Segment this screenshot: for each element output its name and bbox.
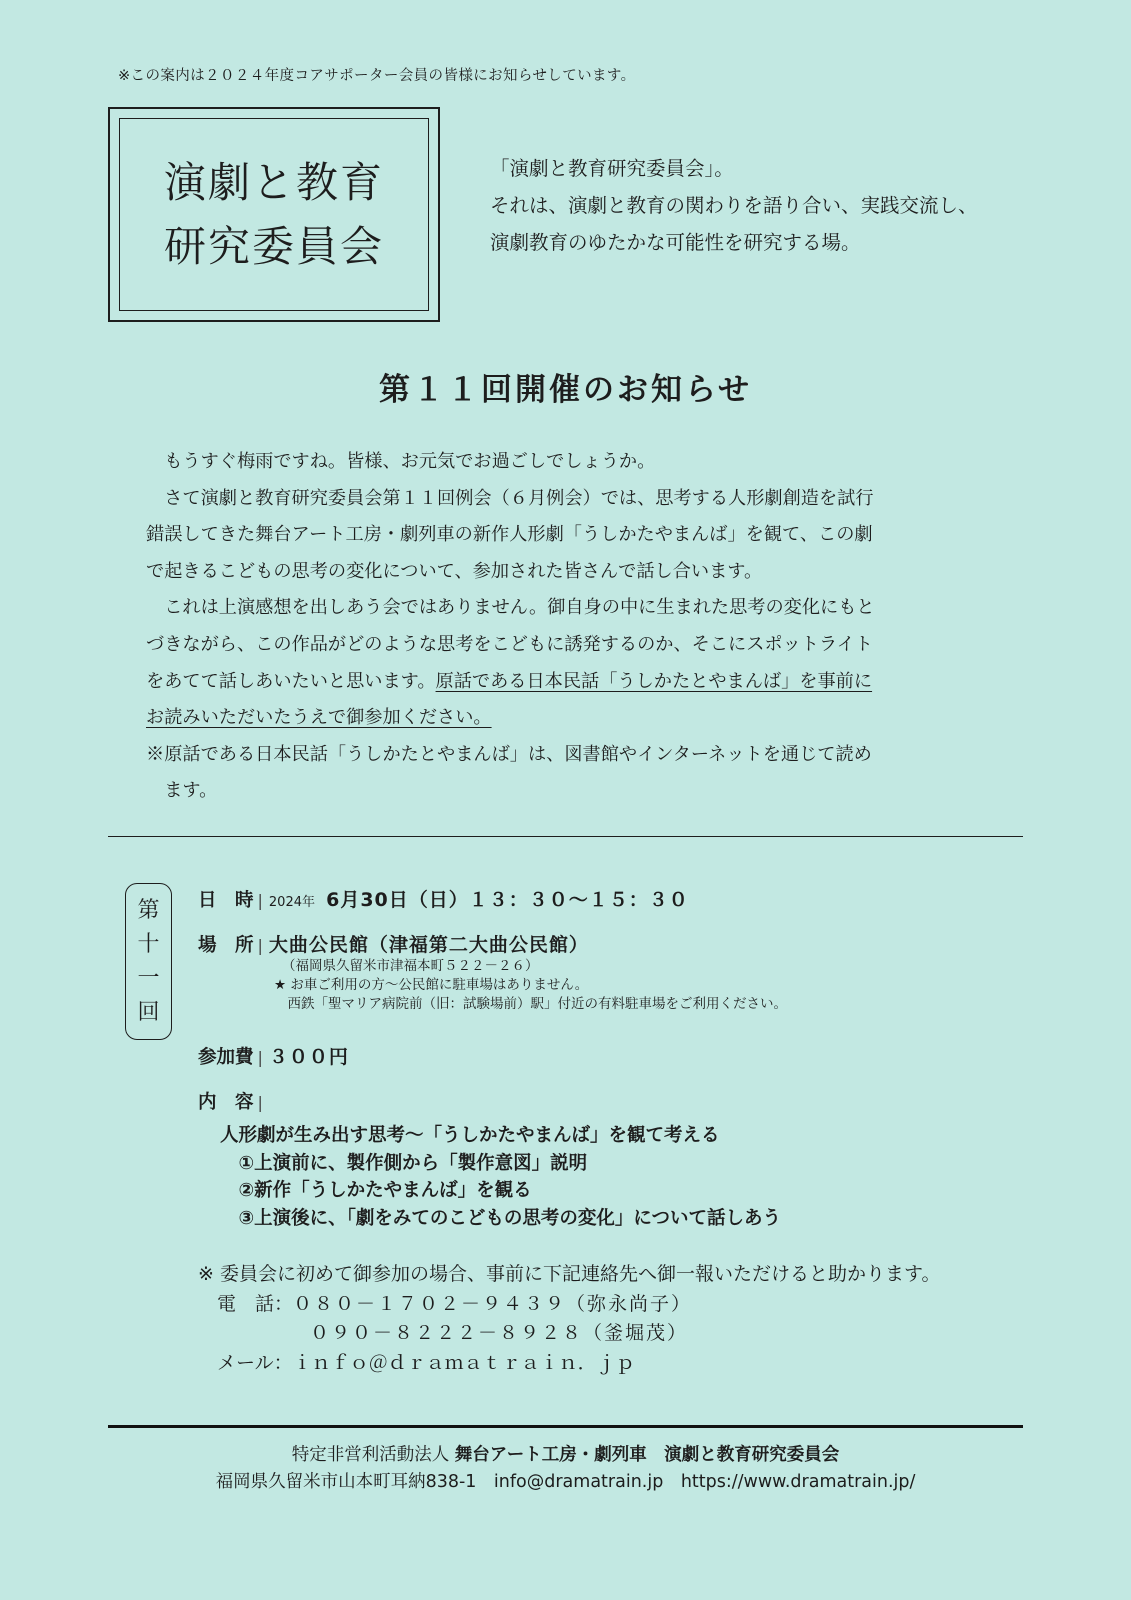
place-label: 場 所 (198, 935, 254, 956)
contact-section (198, 1260, 940, 1378)
body-note-line: ます。 (146, 780, 218, 802)
badge-char: 第 (137, 897, 160, 923)
body-line-underlined: 原話である日本民話「うしかたとやまんば」を事前に (435, 670, 873, 692)
mail-row (198, 1349, 940, 1379)
parking-note: 西鉄「聖マリア病院前（旧：試験場前）駅」付近の有料駐車場をご利用ください。 (274, 996, 787, 1012)
intro-text (490, 150, 978, 261)
intro-line: 「演劇と教育研究委員会」。 (490, 157, 734, 180)
tel-number-2: ０９０－８２２２－８９２８（釜堀茂） (310, 1322, 689, 1344)
place-value: 大曲公民館（津福第二大曲公民館） (268, 934, 589, 956)
body-line: で起きるこどもの思考の変化について、参加された皆さんで話し合います。 (146, 560, 763, 582)
intro-line: それは、演劇と教育の関わりを語り合い、実践交流し、 (490, 194, 978, 217)
fee-label: 参加費 (198, 1047, 254, 1068)
footer-divider (108, 1425, 1023, 1428)
body-line: 錯誤してきた舞台アート工房・劇列車の新作人形劇「うしかたやまんば」を観て、この劇 (146, 524, 873, 546)
place-address: （福岡県久留米市津福本町５２２－２６） (282, 958, 539, 974)
fee-row (198, 1042, 349, 1069)
content-item: ①上演前に、製作側から「製作意図」説明 (220, 1152, 588, 1174)
date-row (198, 885, 689, 912)
badge-char: 十 (137, 931, 160, 957)
contact-note: ※ 委員会に初めて御参加の場合、事前に下記連絡先へ御一報いただけると助かります。 (198, 1263, 941, 1285)
title-box-inner (119, 118, 429, 311)
mail-label: メール： (198, 1351, 293, 1374)
title-line-2: 研究委員会 (163, 221, 384, 271)
date-label: 日 時 (198, 890, 254, 911)
content-label: 内 容 (198, 1092, 254, 1113)
top-notice: ※この案内は２０２４年度コアサポーター会員の皆様にお知らせしています。 (118, 68, 636, 84)
body-line: これは上演感想を出しあう会ではありません。御自身の中に生まれた思考の変化にもと (146, 597, 875, 619)
body-text (146, 444, 996, 810)
label-separator: | (257, 1048, 263, 1067)
content-list (220, 1122, 781, 1232)
section-divider (108, 836, 1023, 837)
title-box (108, 107, 440, 322)
label-separator: | (257, 1093, 263, 1112)
footer-org-name: 舞台アート工房・劇列車 演劇と教育研究委員会 (454, 1445, 840, 1465)
body-line: もうすぐ梅雨ですね。皆様、お元気でお過ごしでしょうか。 (146, 451, 656, 472)
content-item: 人形劇が生み出す思考〜「うしかたやまんば」を観て考える (220, 1125, 720, 1146)
body-line-plain: をあてて話しあいたいと思います。 (146, 670, 436, 692)
body-line-underlined: お読みいただいたうえで御参加ください。 (146, 707, 492, 729)
badge-char: 回 (137, 999, 160, 1025)
place-details (274, 957, 787, 1014)
body-line: さて演劇と教育研究委員会第１１回例会（６月例会）では、思考する人形劇創造を試行 (146, 487, 874, 509)
date-year: 2024年 (268, 895, 315, 910)
content-item: ③上演後に、「劇をみてのこどもの思考の変化」について話しあう (220, 1207, 782, 1229)
footer-org (0, 1442, 1131, 1469)
title-line-1: 演劇と教育 (163, 157, 384, 207)
tel-number-1: ０８０－１７０２－９４３９（弥永尚子） (293, 1292, 693, 1315)
parking-note: ★ お車ご利用の方〜公民館に駐車場はありません。 (274, 977, 589, 993)
badge-char: 一 (137, 965, 160, 991)
place-row (198, 930, 589, 957)
content-row (198, 1088, 269, 1114)
session-badge (125, 883, 172, 1040)
intro-line: 演劇教育のゆたかな可能性を研究する場。 (490, 231, 861, 254)
tel-row (198, 1290, 940, 1320)
page-heading: 第１１回開催のお知らせ (378, 372, 753, 408)
tel-label: 電 話： (198, 1292, 294, 1315)
body-line (146, 700, 996, 737)
body-line: づきながら、この作品がどのような思考をこどもに誘発するのか、そこにスポットライト (146, 633, 873, 655)
date-value: 6月30日（日）１３：３０〜１５：３０ (326, 889, 689, 911)
fee-value: ３００円 (268, 1046, 349, 1068)
mail-address: ｉｎｆｏ＠ｄｒａｍａｔｒａｉｎ．ｊｐ (292, 1351, 635, 1374)
footer-org-prefix: 特定非営利活動法人 (291, 1445, 455, 1465)
label-separator: | (257, 891, 263, 910)
footer-address: 福岡県久留米市山本町耳納838-1 info@dramatrain.jp https://www.dramatrain.jp/ (215, 1472, 916, 1492)
footer (0, 1442, 1131, 1496)
label-separator: | (257, 936, 263, 955)
content-item: ②新作「うしかたやまんば」を観る (220, 1180, 532, 1201)
body-line (146, 664, 996, 701)
body-note-line: ※原話である日本民話「うしかたとやまんば」は、図書館やインターネットを通じて読め (146, 743, 872, 765)
